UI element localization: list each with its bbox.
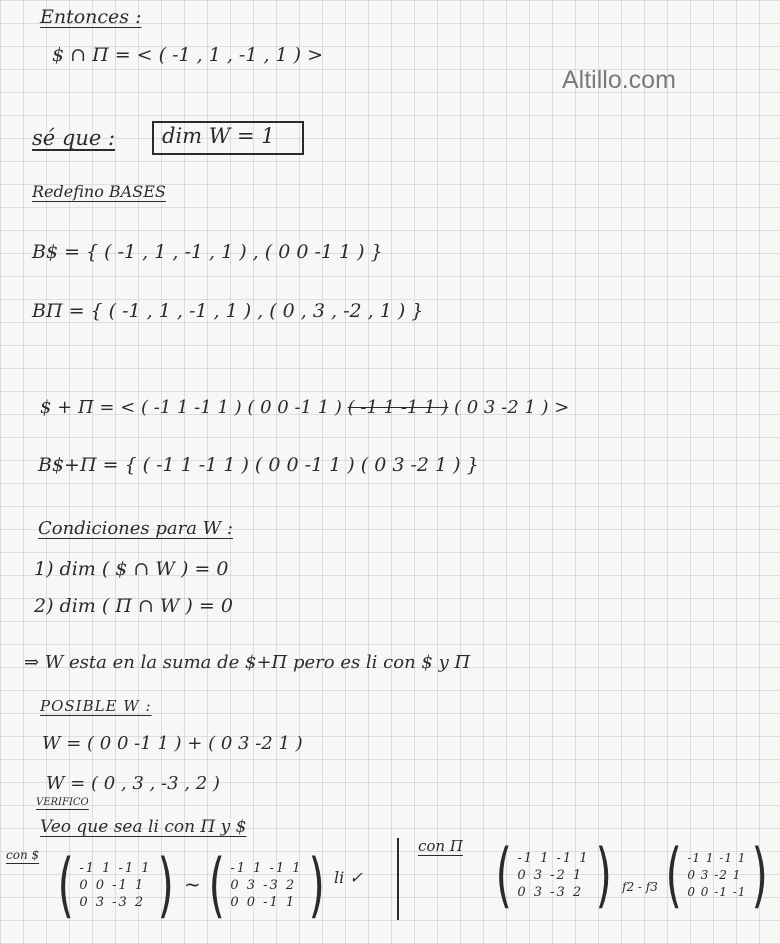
redefino-heading: Redefino BASES: [32, 182, 166, 201]
sum-line-struck: ( -1 1 -1 1 ): [347, 397, 449, 418]
condition-2: 2) dim ( Π ∩ W ) = 0: [34, 595, 233, 617]
basis-sum: B$+Π = { ( -1 1 -1 1 ) ( 0 0 -1 1 ) ( 0 3 -2 1 ) }: [38, 454, 479, 476]
divider-line: [397, 838, 399, 920]
sum-line-start: $ + Π = < ( -1 1 -1 1 ) ( 0 0 -1 1 ): [40, 397, 342, 418]
matrix-row: 0 3 -2 1: [687, 867, 742, 882]
basis-pi: BΠ = { ( -1 , 1 , -1 , 1 ) , ( 0 , 3 , -2 , 1 ) }: [32, 300, 424, 322]
right-paren: ): [595, 834, 612, 916]
left-paren: (: [57, 844, 74, 926]
condiciones-heading: Condiciones para W :: [38, 518, 233, 539]
matrix-row: 0 3 -3 2: [79, 894, 146, 910]
se-que-text: sé que :: [32, 126, 116, 150]
sum-line: [40, 397, 569, 418]
veo-line: Veo que sea li con Π y $: [40, 817, 247, 837]
entonces-text: Entonces :: [40, 6, 142, 28]
matrix-1: [52, 844, 179, 926]
row-operation: f2 - f3: [622, 880, 658, 894]
w-sum-line: W = ( 0 0 -1 1 ) + ( 0 3 -2 1 ): [42, 733, 303, 754]
matrix-row: 0 3 -2 1: [517, 867, 584, 883]
matrix-row: -1 1 -1 1: [687, 850, 747, 865]
con-s-label: con $: [6, 848, 40, 862]
posible-heading: POSIBLE W :: [40, 697, 152, 715]
matrix-row: -1 1 -1 1: [230, 860, 303, 876]
w-result-line: W = ( 0 , 3 , -3 , 2 ): [46, 773, 220, 794]
li-check: li ✓: [334, 868, 363, 887]
implication-line: ⇒ W esta en la suma de $+Π pero es li con $ y Π: [24, 652, 471, 673]
matrix-row: -1 1 -1 1: [79, 860, 152, 876]
matrix-row: 0 0 -1 1: [230, 894, 297, 910]
matrix-row: 0 3 -3 2: [517, 884, 584, 900]
condition-1: 1) dim ( $ ∩ W ) = 0: [34, 558, 229, 580]
left-paren: (: [495, 834, 512, 916]
left-paren: (: [665, 834, 682, 916]
sum-line-end: ( 0 3 -2 1 ) >: [454, 397, 570, 418]
right-paren: ): [157, 844, 174, 926]
matrix-row: 0 0 -1 -1: [687, 884, 747, 899]
basis-s: B$ = { ( -1 , 1 , -1 , 1 ) , ( 0 0 -1 1 ) }: [32, 241, 383, 263]
intersection-line: $ ∩ Π = < ( -1 , 1 , -1 , 1 ) >: [52, 44, 324, 66]
dim-w-text: dim W = 1: [162, 124, 275, 148]
watermark: Altillo.com: [562, 66, 676, 94]
con-pi-label: con Π: [418, 837, 463, 855]
matrix-3: [490, 834, 617, 916]
matrix-2: [203, 844, 330, 926]
right-paren: ): [751, 834, 769, 916]
matrix-4: [660, 834, 774, 916]
left-paren: (: [208, 844, 225, 926]
equivalence-tilde: ~: [184, 872, 201, 896]
matrix-row: 0 3 -3 2: [230, 877, 297, 893]
verifico-label: VERIFICO: [36, 797, 89, 808]
matrix-row: 0 0 -1 1: [79, 877, 146, 893]
right-paren: ): [308, 844, 325, 926]
matrix-row: -1 1 -1 1: [517, 850, 590, 866]
